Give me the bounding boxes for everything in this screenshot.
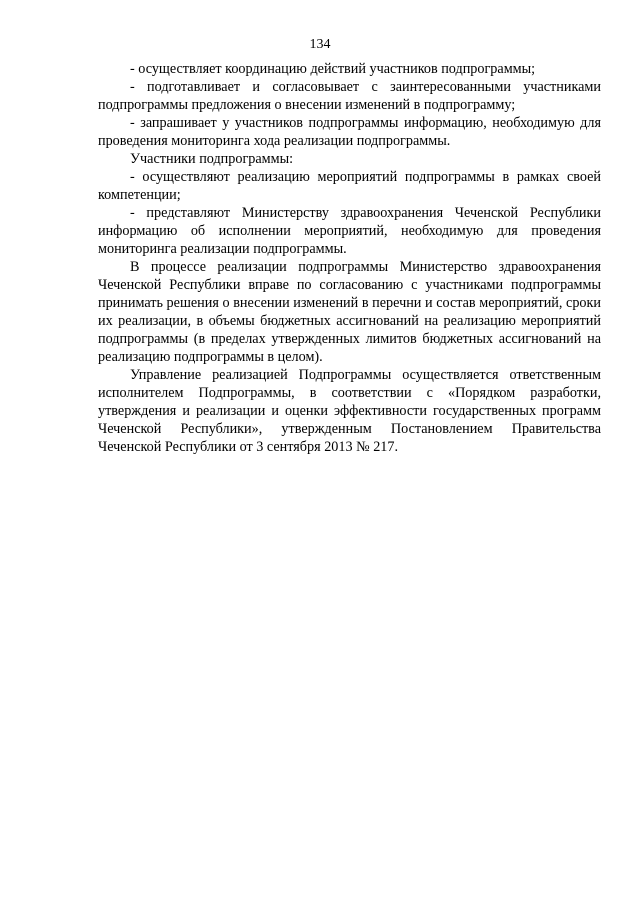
paragraph-management: Управление реализацией Подпрограммы осуществляется ответственным исполнителем Подпрограммы, в соответствии с «Порядком разработки, утверждения и реализации и оценки эффективности государственных программ Чеченской Республики», утвержденным Постановлением Правительства Чеченской Республики от 3 сентября 2013 № 217. xyxy=(98,367,601,455)
paragraph-report-ministry: - представляют Министерству здравоохранения Чеченской Республики информацию об исполнении мероприятий, необходимую для проведения мониторинга реализации подпрограммы. xyxy=(98,205,601,257)
paragraph-prepare-proposals: - подготавливает и согласовывает с заинтересованными участниками подпрограммы предложения о внесении изменений в подпрограмму; xyxy=(98,79,601,113)
paragraph-participants-heading: Участники подпрограммы: xyxy=(130,151,294,167)
paragraph-implement-activities: - осуществляют реализацию мероприятий подпрограммы в рамках своей компетенции; xyxy=(98,169,601,203)
paragraph-coordination: - осуществляет координацию действий участников подпрограммы; xyxy=(130,61,536,77)
body-text xyxy=(98,60,601,456)
paragraph-request-information: - запрашивает у участников подпрограммы информацию, необходимую для проведения мониторинга хода реализации подпрограммы. xyxy=(98,115,601,149)
page-number: 134 xyxy=(309,37,331,52)
paragraph-implementation-process: В процессе реализации подпрограммы Министерство здравоохранения Чеченской Республики вправе по согласованию с участниками подпрограммы принимать решения о внесении изменений в перечни и состав мероприятий, сроки их реализации, в объемы бюджетных ассигнований на реализацию мероприятий подпрограммы (в пределах утвержденных лимитов бюджетных ассигнований на реализацию подпрограммы в целом). xyxy=(98,259,601,365)
